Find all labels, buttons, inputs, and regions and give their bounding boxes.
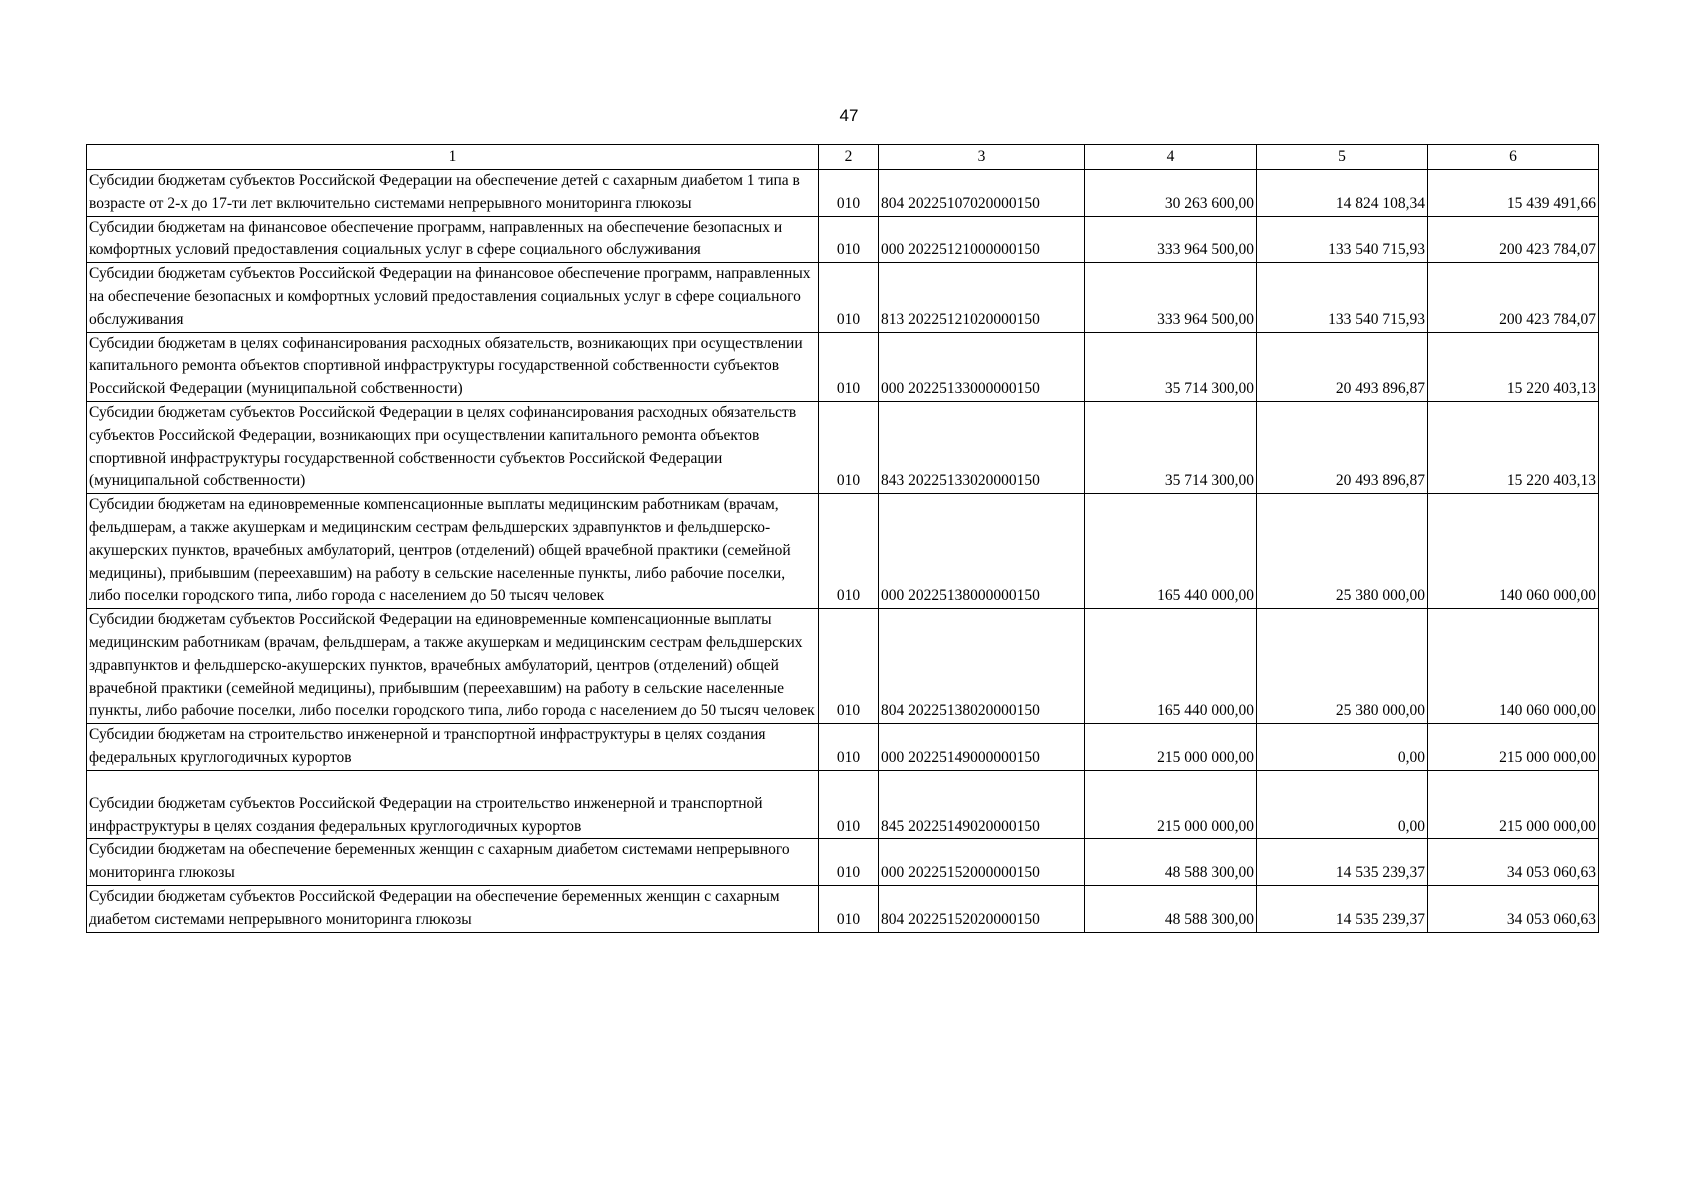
row-executed: 133 540 715,93 <box>1257 263 1428 332</box>
row-approved: 48 588 300,00 <box>1085 839 1257 886</box>
column-number: 4 <box>1085 145 1257 170</box>
table-row <box>87 494 1599 609</box>
row-approved: 215 000 000,00 <box>1085 724 1257 771</box>
row-remaining: 15 220 403,13 <box>1428 332 1599 401</box>
table-row <box>87 839 1599 886</box>
row-code: 000 20225121000000150 <box>879 216 1085 263</box>
row-section: 010 <box>819 609 879 724</box>
row-approved: 333 964 500,00 <box>1085 216 1257 263</box>
row-remaining: 200 423 784,07 <box>1428 263 1599 332</box>
row-name: Субсидии бюджетам субъектов Российской Федерации на единовременные компенсационные выплаты медицинским работникам (врачам, фельдшерам, а также акушеркам и медицинским сестрам фельдшерских здравпунктов и фельдшерско-акушерских пунктов, врачебных амбулаторий, центров (отделений) общей врачебной практики (семейной медицины), прибывшим (переехавшим) на работу в сельские населенные пункты, либо рабочие поселки, либо поселки городского типа, либо города с населением до 50 тысяч человек <box>87 609 819 724</box>
row-code: 845 20225149020000150 <box>879 770 1085 839</box>
row-name: Субсидии бюджетам субъектов Российской Федерации на обеспечение детей с сахарным диабетом 1 типа в возрасте от 2-х до 17-ти лет включительно системами непрерывного мониторинга глюкозы <box>87 170 819 217</box>
table-row <box>87 724 1599 771</box>
table-row <box>87 885 1599 932</box>
column-number: 3 <box>879 145 1085 170</box>
row-section: 010 <box>819 885 879 932</box>
row-section: 010 <box>819 724 879 771</box>
row-code: 000 20225138000000150 <box>879 494 1085 609</box>
row-approved: 165 440 000,00 <box>1085 494 1257 609</box>
row-name: Субсидии бюджетам субъектов Российской Федерации на обеспечение беременных женщин с сахарным диабетом системами непрерывного мониторинга глюкозы <box>87 885 819 932</box>
row-executed: 20 493 896,87 <box>1257 332 1428 401</box>
row-executed: 14 824 108,34 <box>1257 170 1428 217</box>
table-row <box>87 332 1599 401</box>
row-executed: 14 535 239,37 <box>1257 885 1428 932</box>
page-number: 47 <box>839 106 859 125</box>
row-section: 010 <box>819 216 879 263</box>
table-row <box>87 770 1599 839</box>
table-row <box>87 216 1599 263</box>
row-approved: 30 263 600,00 <box>1085 170 1257 217</box>
row-executed: 0,00 <box>1257 724 1428 771</box>
row-approved: 165 440 000,00 <box>1085 609 1257 724</box>
row-remaining: 215 000 000,00 <box>1428 724 1599 771</box>
row-name: Субсидии бюджетам на финансовое обеспечение программ, направленных на обеспечение безопасных и комфортных условий предоставления социальных услуг в сфере социального обслуживания <box>87 216 819 263</box>
row-code: 804 20225138020000150 <box>879 609 1085 724</box>
row-section: 010 <box>819 263 879 332</box>
column-number: 2 <box>819 145 879 170</box>
row-remaining: 140 060 000,00 <box>1428 609 1599 724</box>
row-remaining: 140 060 000,00 <box>1428 494 1599 609</box>
row-code: 843 20225133020000150 <box>879 401 1085 493</box>
row-name: Субсидии бюджетам в целях софинансирования расходных обязательств, возникающих при осуществлении капитального ремонта объектов спортивной инфраструктуры государственной собственности субъектов Российской Федерации (муниципальной собственности) <box>87 332 819 401</box>
row-name: Субсидии бюджетам субъектов Российской Федерации в целях софинансирования расходных обязательств субъектов Российской Федерации, возникающих при осуществлении капитального ремонта объектов спортивной инфраструктуры государственной собственности субъектов Российской Федерации (муниципальной собственности) <box>87 401 819 493</box>
row-section: 010 <box>819 839 879 886</box>
row-section: 010 <box>819 401 879 493</box>
row-approved: 215 000 000,00 <box>1085 770 1257 839</box>
row-code: 000 20225149000000150 <box>879 724 1085 771</box>
row-remaining: 34 053 060,63 <box>1428 839 1599 886</box>
column-number-row <box>87 145 1599 170</box>
column-number: 1 <box>87 145 819 170</box>
row-name: Субсидии бюджетам на строительство инженерной и транспортной инфраструктуры в целях создания федеральных круглогодичных курортов <box>87 724 819 771</box>
row-section: 010 <box>819 494 879 609</box>
row-code: 000 20225152000000150 <box>879 839 1085 886</box>
row-code: 804 20225107020000150 <box>879 170 1085 217</box>
row-executed: 25 380 000,00 <box>1257 494 1428 609</box>
column-number: 5 <box>1257 145 1428 170</box>
column-number: 6 <box>1428 145 1599 170</box>
row-name: Субсидии бюджетам субъектов Российской Федерации на строительство инженерной и транспортной инфраструктуры в целях создания федеральных круглогодичных курортов <box>87 770 819 839</box>
table-row <box>87 609 1599 724</box>
budget-execution-table <box>86 144 1599 933</box>
row-approved: 35 714 300,00 <box>1085 332 1257 401</box>
row-section: 010 <box>819 770 879 839</box>
row-name: Субсидии бюджетам субъектов Российской Федерации на финансовое обеспечение программ, направленных на обеспечение безопасных и комфортных условий предоставления социальных услуг в сфере социального обслуживания <box>87 263 819 332</box>
row-code: 804 20225152020000150 <box>879 885 1085 932</box>
row-name: Субсидии бюджетам на обеспечение беременных женщин с сахарным диабетом системами непрерывного мониторинга глюкозы <box>87 839 819 886</box>
row-remaining: 215 000 000,00 <box>1428 770 1599 839</box>
row-executed: 14 535 239,37 <box>1257 839 1428 886</box>
table-row <box>87 170 1599 217</box>
row-code: 813 20225121020000150 <box>879 263 1085 332</box>
row-executed: 20 493 896,87 <box>1257 401 1428 493</box>
table-row <box>87 401 1599 493</box>
row-remaining: 34 053 060,63 <box>1428 885 1599 932</box>
row-approved: 333 964 500,00 <box>1085 263 1257 332</box>
row-section: 010 <box>819 332 879 401</box>
row-executed: 133 540 715,93 <box>1257 216 1428 263</box>
row-code: 000 20225133000000150 <box>879 332 1085 401</box>
row-executed: 0,00 <box>1257 770 1428 839</box>
row-approved: 48 588 300,00 <box>1085 885 1257 932</box>
row-executed: 25 380 000,00 <box>1257 609 1428 724</box>
row-approved: 35 714 300,00 <box>1085 401 1257 493</box>
row-remaining: 15 220 403,13 <box>1428 401 1599 493</box>
table-row <box>87 263 1599 332</box>
row-name: Субсидии бюджетам на единовременные компенсационные выплаты медицинским работникам (врачам, фельдшерам, а также акушеркам и медицинским сестрам фельдшерских здравпунктов и фельдшерско-акушерских пунктов, врачебных амбулаторий, центров (отделений) общей врачебной практики (семейной медицины), прибывшим (переехавшим) на работу в сельские населенные пункты, либо рабочие поселки, либо поселки городского типа, либо города с населением до 50 тысяч человек <box>87 494 819 609</box>
row-remaining: 200 423 784,07 <box>1428 216 1599 263</box>
row-section: 010 <box>819 170 879 217</box>
row-remaining: 15 439 491,66 <box>1428 170 1599 217</box>
